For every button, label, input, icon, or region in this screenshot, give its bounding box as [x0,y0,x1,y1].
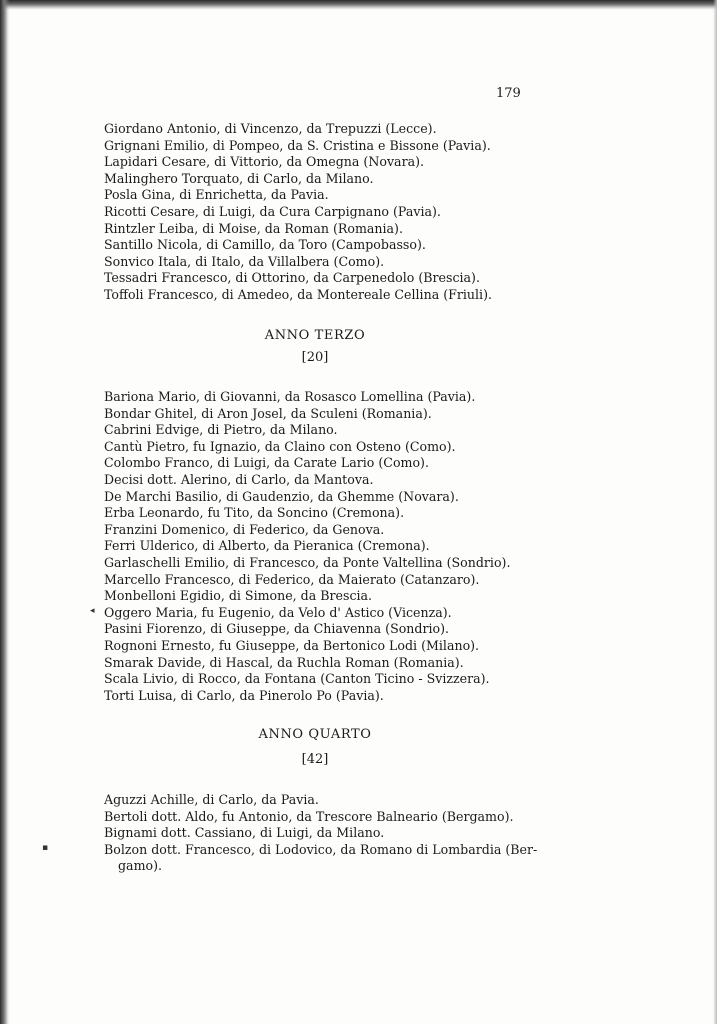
list-item: Cabrini Edvige, di Pietro, da Milano. [104,422,338,438]
list-item: Sonvico Itala, di Italo, da Villalbera (Como). [104,253,385,269]
list-item: Pasini Fiorenzo, di Giuseppe, da Chiavenna (Sondrio). [104,621,449,637]
list-item: Giordano Antonio, di Vincenzo, da Trepuzzi (Lecce). [104,121,437,136]
list-item: De Marchi Basilio, di Gaudenzio, da Ghemme (Novara). [104,488,459,504]
section-3-list [104,792,544,875]
list-item: Oggero Maria, fu Eugenio, da Velo d' Astico (Vicenza). [104,604,452,620]
stray-mark: ▪ [42,843,49,853]
list-item: Santillo Nicola, di Camillo, da Toro (Campobasso). [104,237,426,253]
list-item: Ricotti Cesare, di Luigi, da Cura Carpignano (Pavia). [104,203,441,219]
list-item: Cantù Pietro, fu Ignazio, da Claino con Osteno (Como). [104,438,456,454]
section-2-heading: ANNO TERZO [264,328,366,343]
list-item: Malinghero Torquato, di Carlo, da Milano. [104,170,374,186]
list-item: Colombo Franco, di Luigi, da Carate Lario (Como). [104,455,429,471]
list-item: Scala Livio, di Rocco, da Fontana (Canton Ticino - Svizzera). [104,671,490,687]
list-item-continuation: gamo). [118,858,163,874]
scan-left-edge [0,0,10,1024]
section-3-count: [42] [301,752,329,767]
list-item: Toffoli Francesco, di Amedeo, da Montereale Cellina (Friuli). [104,286,492,302]
list-item: Garlaschelli Emilio, di Francesco, da Ponte Valtellina (Sondrio). [104,554,511,570]
list-item: Marcello Francesco, di Federico, da Maierato (Catanzaro). [104,571,480,587]
list-item: Bolzon dott. Francesco, di Lodovico, da Romano di Lombardia (Ber- [104,841,538,857]
list-item: Smarak Davide, di Hascal, da Ruchla Roman (Romania). [104,654,464,670]
list-item: Bondar Ghitel, di Aron Josel, da Sculeni (Romania). [104,405,432,421]
list-item: Rintzler Leiba, di Moise, da Roman (Romania). [104,220,403,236]
page-number: 179 [496,86,521,101]
list-item: Monbelloni Egidio, di Simone, da Brescia. [104,588,373,604]
list-item: Bignami dott. Cassiano, di Luigi, da Milano. [104,825,385,841]
section-2-list [104,389,554,704]
list-item: Tessadri Francesco, di Ottorino, da Carpenedolo (Brescia). [104,270,480,286]
section-1-list [104,121,554,304]
section-2-count: [20] [301,350,329,365]
section-3-heading: ANNO QUARTO [258,727,372,742]
scan-right-edge [713,0,717,1024]
stray-mark: ◂ [90,606,95,616]
list-item: Bertoli dott. Aldo, fu Antonio, da Trescore Balneario (Bergamo). [104,808,514,824]
list-item: Ferri Ulderico, di Alberto, da Pieranica (Cremona). [104,538,430,554]
list-item: Grignani Emilio, di Pompeo, da S. Cristina e Bissone (Pavia). [104,137,491,153]
list-item: Erba Leonardo, fu Tito, da Soncino (Cremona). [104,505,405,521]
list-item: Posla Gina, di Enrichetta, da Pavia. [104,187,329,203]
list-item: Decisi dott. Alerino, di Carlo, da Mantova. [104,471,374,487]
list-item: Lapidari Cesare, di Vittorio, da Omegna (Novara). [104,154,425,170]
list-item: Aguzzi Achille, di Carlo, da Pavia. [104,792,319,807]
list-item: Rognoni Ernesto, fu Giuseppe, da Bertonico Lodi (Milano). [104,637,480,653]
list-item: Franzini Domenico, di Federico, da Genova. [104,521,385,537]
list-item: Bariona Mario, di Giovanni, da Rosasco Lomellina (Pavia). [104,389,476,404]
scan-top-edge [0,0,717,10]
list-item: Torti Luisa, di Carlo, da Pinerolo Po (Pavia). [104,687,384,703]
